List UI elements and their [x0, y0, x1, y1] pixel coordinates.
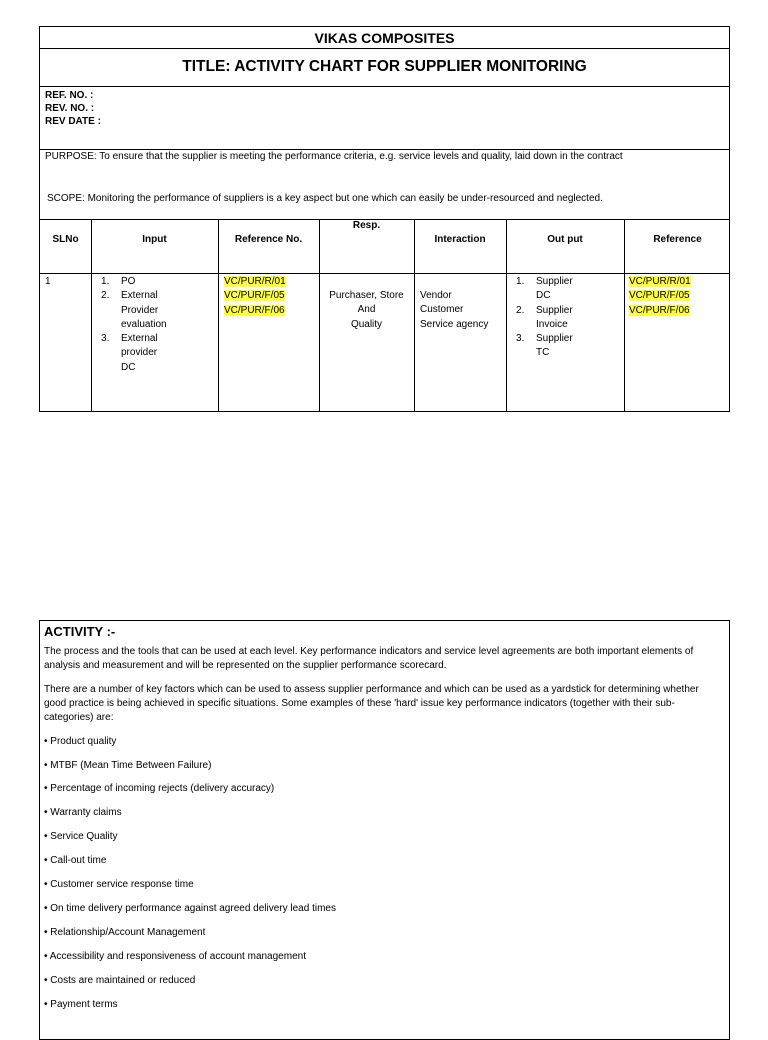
- cell-interaction: [420, 289, 488, 332]
- activity-title: ACTIVITY :-: [44, 624, 116, 639]
- bullet-item: • Costs are maintained or reduced: [44, 975, 196, 986]
- purpose-text: PURPOSE: To ensure that the supplier is meeting the performance criteria, e.g. service levels and quality, laid down in the contract: [45, 151, 623, 162]
- reference-code: VC/PUR/F/06: [224, 304, 285, 316]
- ref-no-label: REF. NO. :: [45, 90, 94, 101]
- list-item: PO: [121, 276, 136, 287]
- column-divider: [624, 219, 625, 411]
- interaction-line: Service agency: [420, 318, 489, 330]
- column-header-input: Input: [142, 234, 167, 245]
- divider: [40, 273, 729, 274]
- resp-line: Quality: [350, 318, 383, 330]
- company-name: VIKAS COMPOSITES: [314, 30, 455, 46]
- reference-code: VC/PUR/F/05: [224, 290, 285, 302]
- bullet-item: • Call-out time: [44, 855, 107, 866]
- bullet-item: • Relationship/Account Management: [44, 927, 206, 938]
- resp-line: Purchaser, Store: [329, 290, 404, 301]
- bullet-item: • Warranty claims: [44, 807, 122, 818]
- bullet-item: • Product quality: [44, 736, 117, 747]
- revision-info: [45, 89, 101, 128]
- document-header-table: [39, 26, 730, 412]
- cell-reference-no: [224, 275, 286, 318]
- list-item: Supplier DC: [536, 276, 573, 302]
- activity-paragraph-2: There are a number of key factors which can be used to assess supplier performance and which can be used as a yardstick for determining whether good practice is being achieved in specific situations. Some examples of these 'hard' issue key performance indicators (together with their sub-categories) are:: [44, 684, 699, 723]
- list-item: Supplier TC: [536, 333, 573, 359]
- scope-text: SCOPE: Monitoring the performance of suppliers is a key aspect but one which can easily be under-resourced and neglected.: [47, 193, 603, 204]
- bullet-item: • Percentage of incoming rejects (delivery accuracy): [44, 783, 275, 794]
- rev-date-label: REV DATE :: [45, 116, 101, 127]
- column-header-output: Out put: [547, 234, 583, 245]
- bullet-item: • Service Quality: [44, 831, 118, 842]
- divider: [40, 149, 729, 150]
- activity-paragraph-1: The process and the tools that can be used at each level. Key performance indicators and service level agreements are both important elements of analysis and measurement and will be represented on the supplier performance scorecard.: [44, 646, 694, 671]
- reference-code: VC/PUR/R/01: [629, 276, 691, 287]
- input-list: [91, 275, 171, 375]
- reference-code: VC/PUR/F/05: [629, 290, 690, 302]
- column-header-resp: Resp.: [352, 220, 381, 231]
- bullet-item: • On time delivery performance against agreed delivery lead times: [44, 903, 336, 914]
- rev-no-label: REV. NO. :: [45, 103, 95, 114]
- bullet-item: • MTBF (Mean Time Between Failure): [44, 760, 212, 771]
- column-divider: [218, 219, 219, 411]
- list-item: External provider DC: [121, 333, 158, 373]
- bullet-item: • Payment terms: [44, 999, 118, 1010]
- column-divider: [414, 219, 415, 411]
- cell-output: [506, 275, 624, 361]
- cell-input: [91, 275, 218, 375]
- interaction-line: Customer: [420, 304, 464, 316]
- output-list: [506, 275, 588, 361]
- cell-resp: [319, 289, 414, 332]
- reference-code: VC/PUR/F/06: [629, 304, 690, 316]
- list-item: Supplier Invoice: [536, 304, 573, 330]
- interaction-line: Vendor: [420, 290, 452, 301]
- reference-code: VC/PUR/R/01: [224, 276, 286, 287]
- page-title: TITLE: ACTIVITY CHART FOR SUPPLIER MONITORING: [182, 58, 587, 75]
- list-item: External Provider evaluation: [121, 290, 167, 330]
- divider: [40, 48, 729, 49]
- bullet-item: • Customer service response time: [44, 879, 194, 890]
- resp-line: And: [357, 304, 376, 316]
- column-header-reference: Reference: [653, 234, 702, 245]
- cell-reference: [629, 275, 691, 318]
- column-header-reference-no: Reference No.: [234, 234, 303, 245]
- divider: [40, 86, 729, 87]
- activity-section: [39, 620, 730, 1040]
- bullet-item: • Accessibility and responsiveness of account management: [44, 951, 306, 962]
- column-header-slno: SLNo: [52, 234, 79, 245]
- cell-slno: 1: [45, 276, 51, 287]
- column-header-interaction: Interaction: [434, 234, 486, 245]
